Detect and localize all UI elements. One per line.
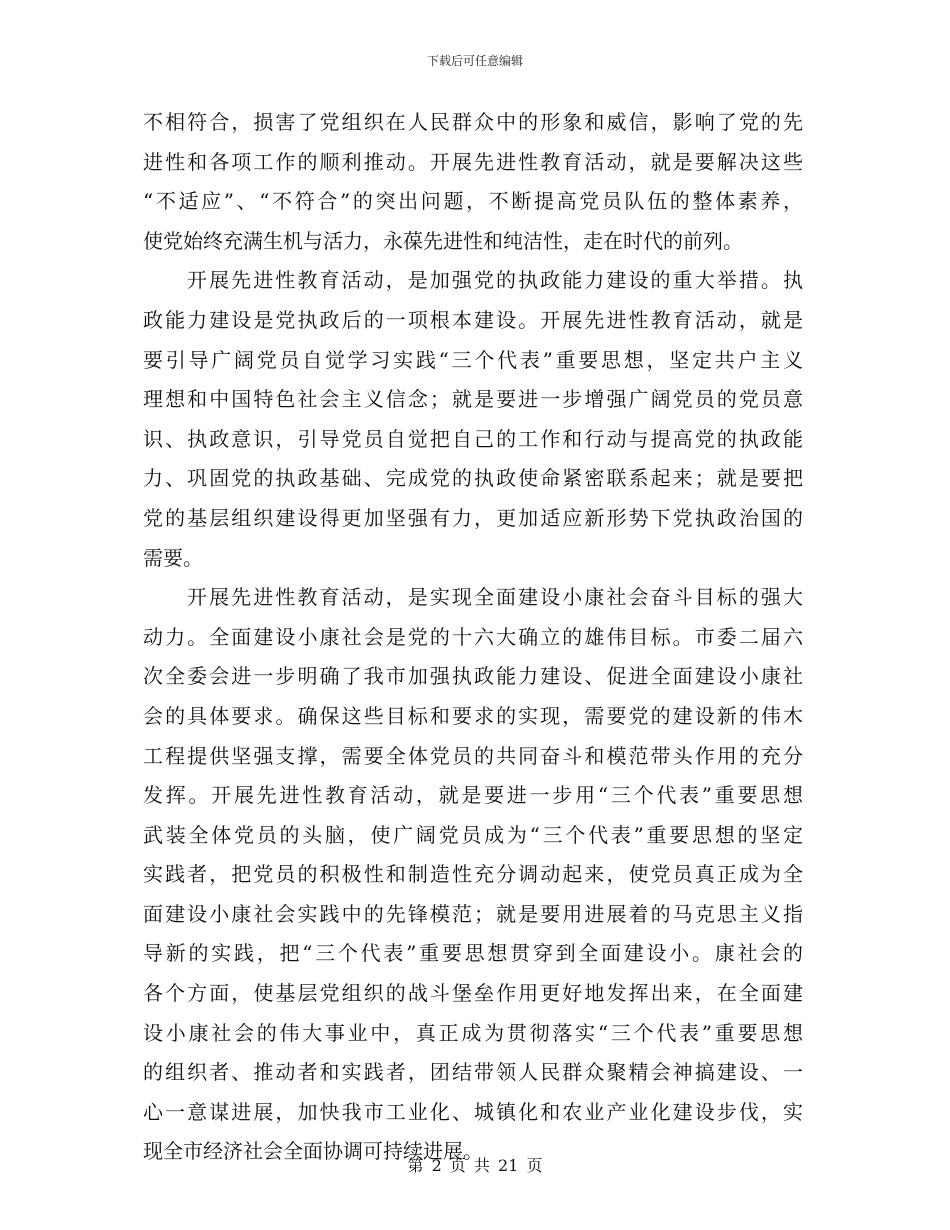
- text-line: 需要。: [143, 545, 203, 570]
- paragraph-start-line: 开展先进性教育活动，是实现全面建设小康社会奋斗目标的强大: [187, 585, 803, 610]
- text-line: 武装全体党员的头脑，使广阔党员成为“三个代表”重要思想的坚定: [143, 822, 803, 847]
- text-line: 识、执政意识，引导党员自觉把自己的工作和行动与提高党的执政能: [143, 426, 803, 451]
- text-line: 党的基层组织建设得更加坚强有力，更加适应新形势下党执政治国的: [143, 505, 803, 530]
- page-header: 下载后可任意编辑: [426, 54, 523, 68]
- text-line: 的组织者、推动者和实践者，团结带领人民群众聚精会神搞建设、一: [143, 1060, 803, 1085]
- text-line: 动力。全面建设小康社会是党的十六大确立的雄伟目标。市委二届六: [143, 624, 803, 649]
- text-line: 力、巩固党的执政基础、完成党的执政使命紧密联系起来；就是要把: [143, 466, 803, 491]
- text-line: “不适应”、“不符合”的突出问题，不断提高党员队伍的整体素养，: [143, 189, 803, 214]
- text-line: 使党始终充满生机与活力，永葆先进性和纯洁性，走在时代的前列。: [143, 228, 743, 253]
- text-line: 理想和中国特色社会主义信念；就是要进一步增强广阔党员的党员意: [143, 387, 803, 412]
- text-line: 工程提供坚强支撑，需要全体党员的共同奋斗和模范带头作用的充分: [143, 743, 803, 768]
- text-line: 进性和各项工作的顺利推动。开展先进性教育活动，就是要解决这些: [143, 149, 803, 174]
- page-number: 第 2 页 共 21 页: [407, 1156, 543, 1175]
- text-line: 各个方面，使基层党组织的战斗堡垒作用更好地发挥出来，在全面建: [143, 981, 803, 1006]
- paragraph-start-line: 开展先进性教育活动，是加强党的执政能力建设的重大举措。执: [187, 268, 803, 293]
- text-line: 发挥。开展先进性教育活动，就是要进一步用“三个代表”重要思想: [143, 783, 803, 808]
- text-line: 要引导广阔党员自觉学习实践“三个代表”重要思想，坚定共户主义: [143, 347, 803, 372]
- text-line: 次全委会进一步明确了我市加强执政能力建设、促进全面建设小康社: [143, 664, 803, 689]
- text-line: 政能力建设是党执政后的一项根本建设。开展先进性教育活动，就是: [143, 307, 803, 332]
- text-line: 心一意谋进展，加快我市工业化、城镇化和农业产业化建设步伐，实: [143, 1099, 803, 1124]
- text-line: 不相符合，损害了党组织在人民群众中的形象和威信，影响了党的先: [143, 110, 803, 134]
- text-line: 设小康社会的伟大事业中，真正成为贯彻落实“三个代表”重要思想: [143, 1020, 803, 1045]
- text-line: 现全市经济社会全面协调可持续进展。: [143, 1139, 483, 1164]
- text-line: 实践者，把党员的积极性和制造性充分调动起来，使党员真正成为全: [143, 862, 803, 887]
- text-line: 会的具体要求。确保这些目标和要求的实现，需要党的建设新的伟木: [143, 703, 803, 728]
- document-body: [143, 103, 803, 1172]
- text-line: 面建设小康社会实践中的先锋模范；就是要用进展着的马克思主义指: [143, 901, 803, 926]
- text-line: 导新的实践，把“三个代表”重要思想贯穿到全面建设小。康社会的: [143, 941, 803, 966]
